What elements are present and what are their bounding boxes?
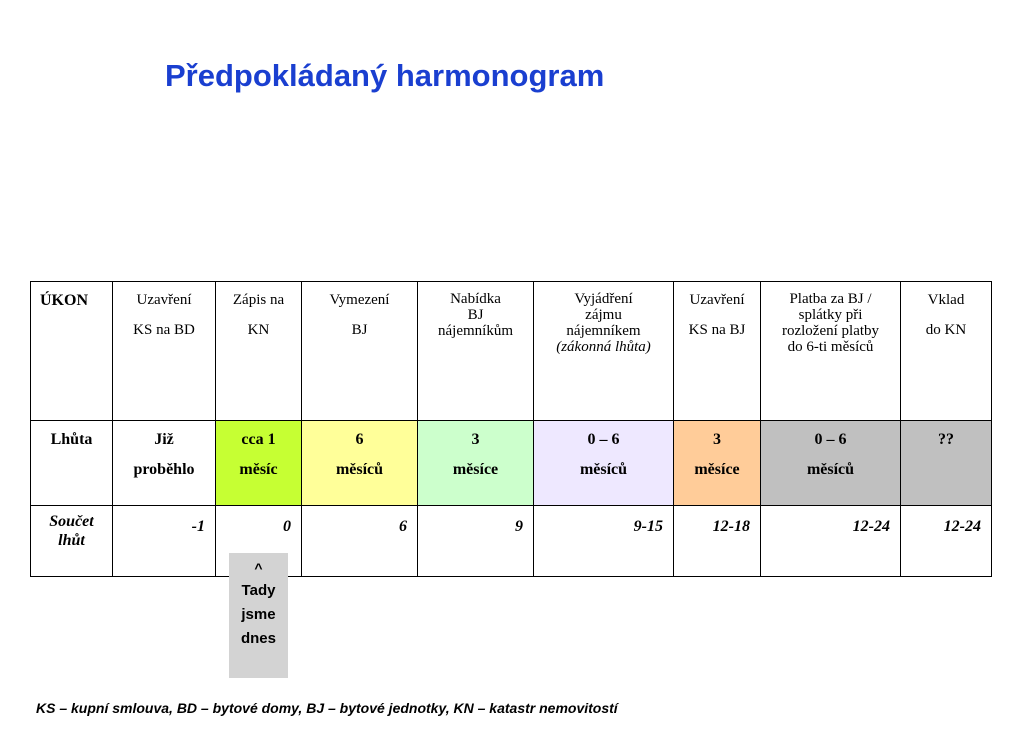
row-header-lhuta: Lhůta — [31, 421, 113, 506]
soucet-cell: 12-18 — [674, 506, 761, 577]
abbreviation-legend: KS – kupní smlouva, BD – bytové domy, BJ – bytové jednotky, KN – katastr nemovitostí — [36, 700, 618, 716]
soucet-cell: -1 — [113, 506, 216, 577]
soucet-cell: 9-15 — [534, 506, 674, 577]
lhuta-cell: Již proběhlo — [113, 421, 216, 506]
soucet-cell: 9 — [418, 506, 534, 577]
lhuta-cell: 0 – 6 měsíců — [761, 421, 901, 506]
lhuta-cell: 3 měsíce — [418, 421, 534, 506]
step-uzavreni-ks-bj: Uzavření KS na BJ — [674, 282, 761, 421]
lhuta-cell: cca 1 měsíc — [216, 421, 302, 506]
schedule-table — [30, 281, 992, 577]
row-lhuta — [31, 421, 992, 506]
soucet-cell: 0 — [216, 506, 302, 577]
step-vklad-kn: Vklad do KN — [901, 282, 992, 421]
row-header-ukon: ÚKON — [31, 282, 113, 421]
step-uzavreni-ks-bd: Uzavření KS na BD — [113, 282, 216, 421]
row-header-soucet: Součet lhůt — [31, 506, 113, 577]
lhuta-cell: ?? — [901, 421, 992, 506]
step-nabidka-bj: Nabídka BJ nájemníkům — [418, 282, 534, 421]
lhuta-cell: 6 měsíců — [302, 421, 418, 506]
soucet-cell: 12-24 — [761, 506, 901, 577]
row-soucet — [31, 506, 992, 577]
current-position-marker: ^ Tady jsme dnes — [229, 553, 288, 678]
step-zapis-kn: Zápis na KN — [216, 282, 302, 421]
caret-up-icon: ^ — [254, 560, 263, 576]
soucet-cell: 6 — [302, 506, 418, 577]
step-platba-bj: Platba za BJ / splátky při rozložení platby do 6-ti měsíců — [761, 282, 901, 421]
step-vyjadreni-zajmu: Vyjádření zájmu nájemníkem (zákonná lhůta) — [534, 282, 674, 421]
step-vymezeni-bj: Vymezení BJ — [302, 282, 418, 421]
row-ukon — [31, 282, 992, 421]
soucet-cell: 12-24 — [901, 506, 992, 577]
lhuta-cell: 0 – 6 měsíců — [534, 421, 674, 506]
page-title: Předpokládaný harmonogram — [165, 58, 605, 93]
lhuta-cell: 3 měsíce — [674, 421, 761, 506]
